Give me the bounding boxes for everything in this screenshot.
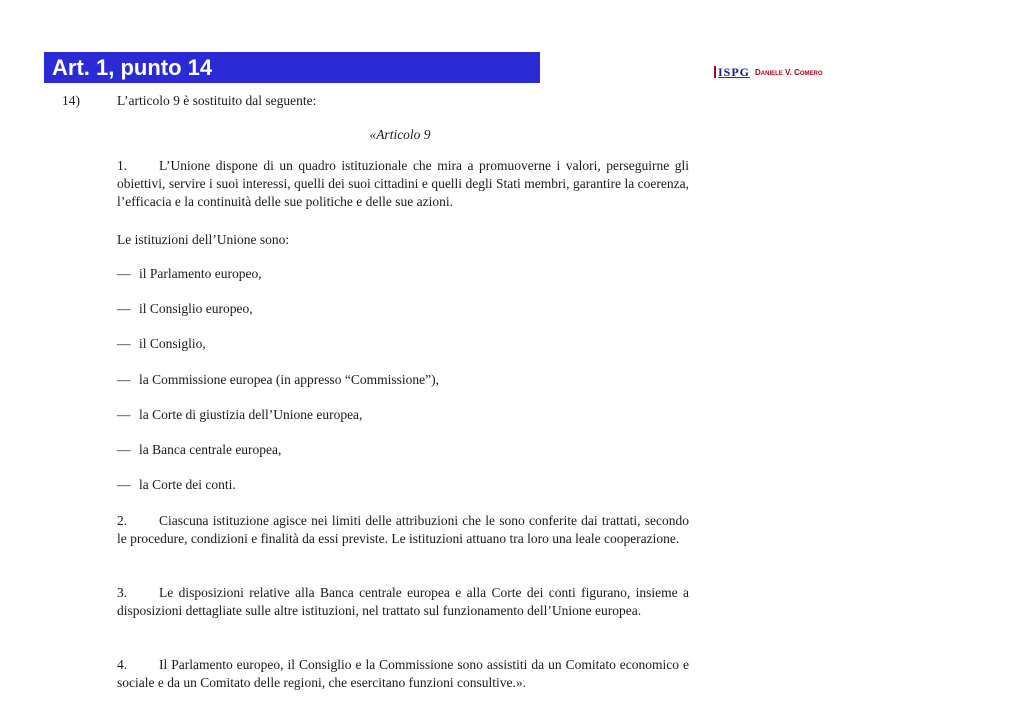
paragraph-3 <box>117 584 689 620</box>
paragraph-number: 3. <box>117 585 128 600</box>
list-item <box>117 335 439 370</box>
dash-bullet: — <box>117 371 131 387</box>
institution-name: il Parlamento europeo, <box>139 266 262 281</box>
article-title: «Articolo 9 <box>369 127 431 142</box>
dash-bullet: — <box>117 336 131 352</box>
paragraph-text: L’Unione dispone di un quadro istituzionale che mira a promuoverne i valori, perseguirne gli obiettivi, servire i suoi interessi, quelli dei suoi cittadini e quelli degli Stati membri, garantire la coerenza, l’efficacia e la continuità delle sue politiche e delle sue azioni. <box>117 158 689 209</box>
list-item <box>117 371 439 406</box>
slide-title: Art. 1, punto 14 <box>44 52 540 83</box>
dash-bullet: — <box>117 441 131 457</box>
ispg-logo <box>714 66 823 78</box>
institution-name: il Consiglio, <box>139 336 206 352</box>
dash-bullet: — <box>117 301 131 317</box>
paragraph-2 <box>117 512 689 548</box>
institution-name: la Corte dei conti. <box>139 477 236 493</box>
dash-bullet: — <box>117 266 131 281</box>
list-item <box>117 406 439 441</box>
logo-author: Daniele V. Comero <box>755 67 823 77</box>
institution-name: il Consiglio europeo, <box>139 301 253 317</box>
institutions-list <box>117 265 439 511</box>
list-item <box>117 300 439 335</box>
list-item <box>117 476 439 511</box>
institution-name: la Corte di giustizia dell’Unione europea, <box>139 406 363 422</box>
paragraph-number: 2. <box>117 513 128 528</box>
point-number: 14) <box>62 93 80 108</box>
paragraph-text: Ciascuna istituzione agisce nei limiti delle attribuzioni che le sono conferite dai trattati, secondo le procedure, condizioni e finalità da essi previste. Le istituzioni attuano tra loro una leale cooperazione. <box>117 513 689 546</box>
paragraph-text: Le disposizioni relative alla Banca centrale europea e alla Corte dei conti figurano, insieme a disposizioni dettagliate sulle altre istituzioni, nel trattato sul funzionamento dell’Unione europea. <box>117 585 689 618</box>
paragraph-4 <box>117 656 689 692</box>
paragraph-number: 1. <box>117 158 128 173</box>
dash-bullet: — <box>117 477 131 493</box>
paragraph-number: 4. <box>117 657 128 672</box>
institutions-lead: Le istituzioni dell’Unione sono: <box>117 232 290 247</box>
institution-name: la Banca centrale europea, <box>139 441 282 457</box>
list-item <box>117 265 439 300</box>
intro-text: L’articolo 9 è sostituito dal seguente: <box>117 93 317 108</box>
list-item <box>117 441 439 476</box>
paragraph-1 <box>117 157 689 211</box>
dash-bullet: — <box>117 406 131 422</box>
logo-mark: ISPG <box>714 66 750 78</box>
paragraph-text: Il Parlamento europeo, il Consiglio e la Commissione sono assistiti da un Comitato economico e sociale e da un Comitato delle regioni, che esercitano funzioni consultive.». <box>117 657 689 690</box>
institution-name: la Commissione europea (in appresso “Commissione”), <box>139 371 439 387</box>
